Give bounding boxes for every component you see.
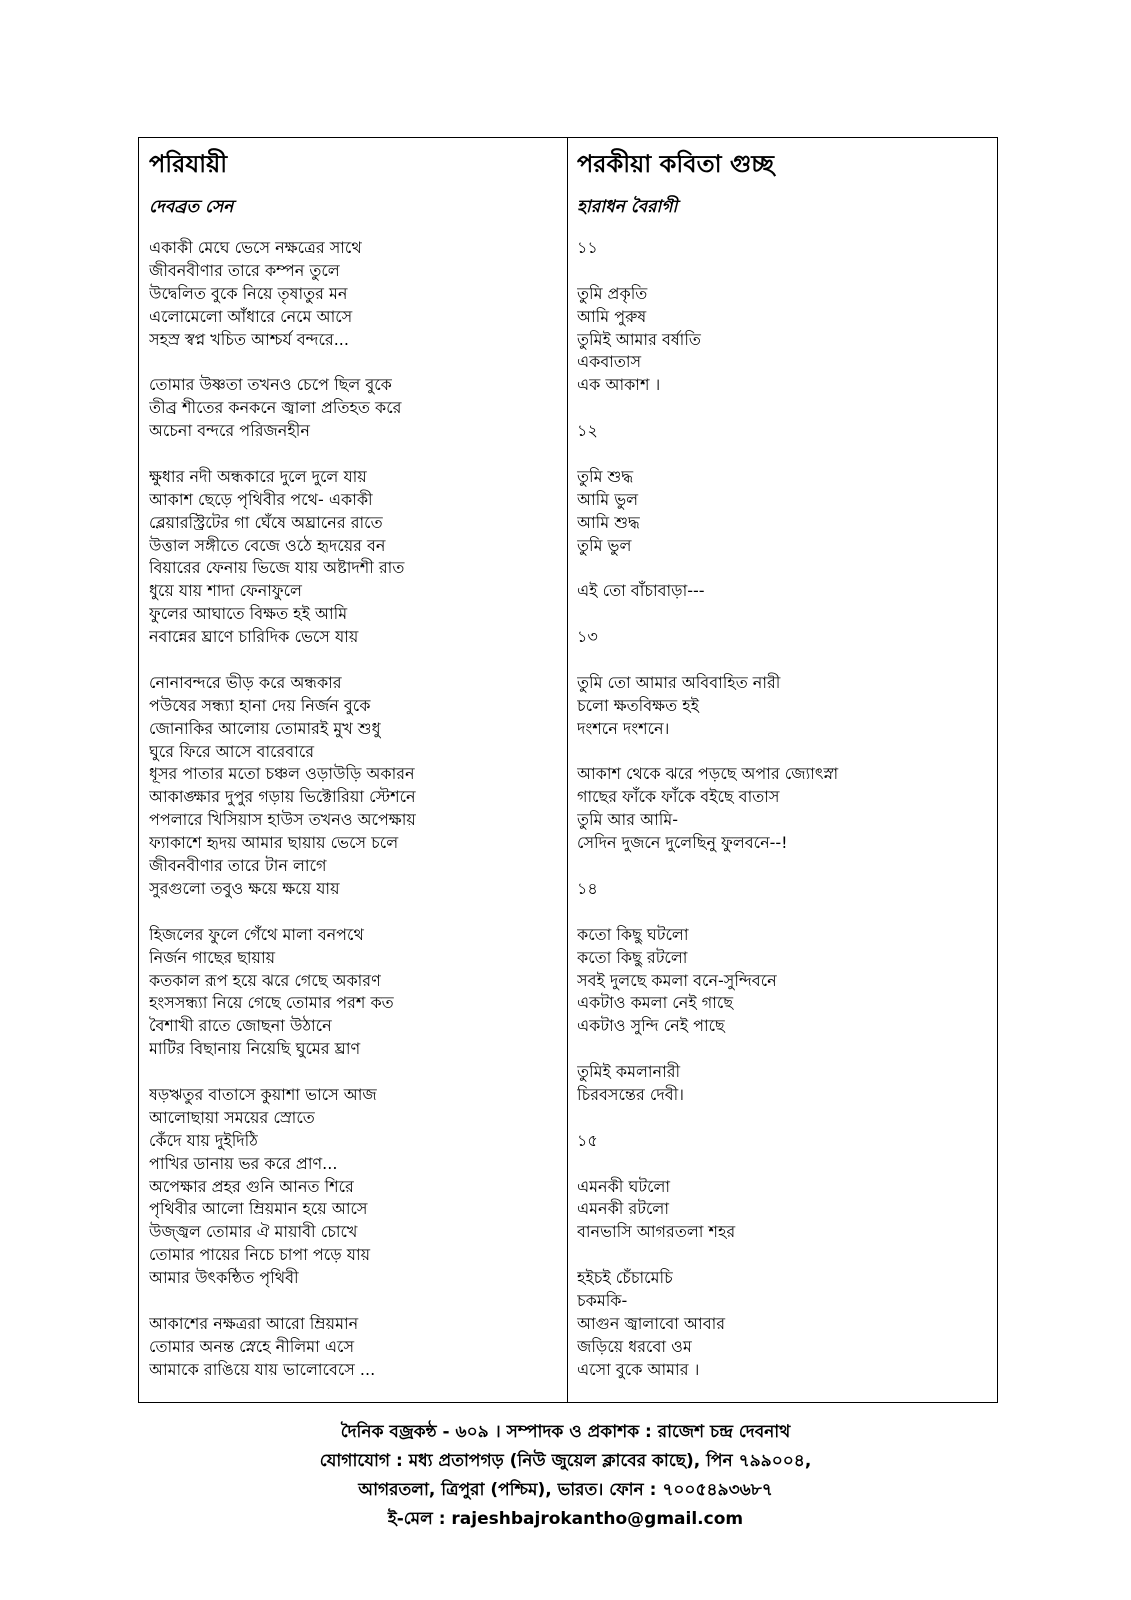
poem-line (577, 397, 987, 420)
poem-line (149, 443, 557, 466)
poem-line: আকাশ থেকে ঝরে পড়ছে অপার জ্যোৎস্না (577, 764, 839, 784)
poem-line (577, 443, 987, 466)
left-column (139, 138, 568, 1402)
right-poem-title: পরকীয়া কবিতা গুচ্ছ (577, 150, 774, 178)
right-column (568, 138, 997, 1402)
poem-line: জীবনবীণার তারে কম্পন তুলে (149, 260, 340, 280)
poem-line: নির্জন গাছের ছায়ায় (149, 947, 276, 967)
poem-line: গাছের ফাঁকে ফাঁকে বইছে বাতাস (577, 787, 780, 807)
poem-line: আমি শুদ্ধ (577, 512, 640, 532)
poem-line: অচেনা বন্দরে পরিজনহীন (149, 421, 310, 441)
poem-line: আমি ভুল (577, 489, 639, 509)
poem-line: ষড়ঋতুর বাতাসে কুয়াশা ভাসে আজ (149, 1084, 377, 1104)
poem-line: নোনাবন্দরে ভীড় করে অন্ধকার (149, 672, 342, 692)
poem-line: হইচই চেঁচামেচি (577, 1268, 673, 1288)
poem-line: একটাও সুন্দি নেই পাছে (577, 1016, 725, 1036)
poem-table (138, 137, 998, 1403)
poem-line: তীব্র শীতের কনকনে জ্বালা প্রতিহত করে (149, 398, 402, 418)
poem-line (577, 260, 987, 283)
poem-line (149, 1061, 557, 1084)
poem-line: ১৫ (577, 1130, 598, 1150)
poem-line: ফ্যাকাশে হৃদয় আমার ছায়ায় ভেসে চলে (149, 833, 399, 853)
poem-line: তুমি প্রকৃতি (577, 283, 648, 303)
poem-line: জোনাকির আলোয় তোমারই মুখ শুধু (149, 718, 381, 738)
poem-line (577, 1153, 987, 1176)
poem-line (149, 649, 557, 672)
poem-line: ক্ষুধার নদী অন্ধকারে দুলে দুলে যায় (149, 466, 367, 486)
poem-line: নবান্নের ঘ্রাণে চারিদিক ভেসে যায় (149, 627, 359, 647)
poem-line: পউষের সন্ধ্যা হানা দেয় নির্জন বুকে (149, 695, 371, 715)
poem-line: কেঁদে যায় দুইদিঠি (149, 1130, 258, 1150)
poem-line (149, 1290, 557, 1313)
poem-line: আমার উৎকন্ঠিত পৃথিবী (149, 1268, 299, 1288)
poem-line: তুমিই কমলানারী (577, 1062, 681, 1082)
poem-line: তুমিই আমার বর্ষাতি (577, 329, 701, 349)
poem-line: ১৩ (577, 627, 598, 647)
poem-line: এলোমেলো আঁধারে নেমে আসে (149, 306, 353, 326)
footer-email-line: ই-মেল : rajeshbajrokantho@gmail.com (387, 1509, 744, 1529)
poem-line: আকাশের নক্ষত্ররা আরো ম্রিয়মান (149, 1313, 359, 1333)
poem-line: এমনকী ঘটলো (577, 1176, 671, 1196)
poem-line: হিজলের ফুলে গেঁথে মালা বনপথে (149, 924, 364, 944)
poem-line (149, 901, 557, 924)
poem-line: বানভাসি আগরতলা শহর (577, 1222, 736, 1242)
poem-line: একবাতাস (577, 352, 642, 372)
poem-line (577, 1107, 987, 1130)
poem-line: তুমি আর আমি- (577, 810, 679, 830)
poem-line: বিয়ারের ফেনায় ভিজে যায় অষ্টাদশী রাত (149, 558, 405, 578)
poem-line: মাটির বিছানায় নিয়েছি ঘুমের ঘ্রাণ (149, 1039, 361, 1059)
poem-line: এই তো বাঁচাবাড়া--- (577, 581, 705, 601)
poem-line: দংশনে দংশনে। (577, 718, 670, 738)
poem-line (577, 855, 987, 878)
poem-line: এক আকাশ । (577, 375, 661, 395)
left-poem-body (149, 237, 557, 1382)
footer-address-line: যোগাযোগ : মধ্য প্রতাপগড় (নিউ জুয়েল ক্লাবের কাছে), পিন ৭৯৯০০৪, (319, 1451, 812, 1471)
poem-line (577, 557, 987, 580)
poem-line: ১২ (577, 421, 598, 441)
poem-line: পৃথিবীর আলো ম্রিয়মান হয়ে আসে (149, 1199, 368, 1219)
poem-line: ঘুরে ফিরে আসে বারেবারে (149, 741, 315, 761)
poem-line: এমনকী রটলো (577, 1199, 669, 1219)
poem-line: আগুন জ্বালাবো আবার (577, 1313, 726, 1333)
right-poem-author: হারাধন বৈরাগী (577, 197, 678, 217)
poem-line: ১৪ (577, 878, 598, 898)
poem-line: আকাশ ছেড়ে পৃথিবীর পথে- একাকী (149, 489, 373, 509)
left-poem-author: দেবব্রত সেন (149, 197, 234, 217)
poem-line: তোমার উষ্ণতা তখনও চেপে ছিল বুকে (149, 375, 392, 395)
poem-line: অপেক্ষার প্রহর গুনি আনত শিরে (149, 1176, 354, 1196)
poem-line: এসো বুকে আমার । (577, 1359, 700, 1379)
poem-line: সেদিন দুজনে দুলেছিনু ফুলবনে--! (577, 833, 788, 853)
left-poem-title: পরিযায়ী (149, 150, 228, 178)
poem-line: ধূসর পাতার মতো চঞ্চল ওড়াউড়ি অকারন (149, 764, 415, 784)
poem-line: হংসসন্ধ্যা নিয়ে গেছে তোমার পরশ কত (149, 993, 394, 1013)
poem-line: ফুলের আঘাতে বিক্ষত হই আমি (149, 604, 348, 624)
poem-line: তুমি তো আমার অবিবাহিত নারী (577, 672, 781, 692)
poem-line: জীবনবীণার তারে টান লাগে (149, 856, 327, 876)
poem-line: সুরগুলো তবুও ক্ষয়ে ক্ষয়ে যায় (149, 878, 340, 898)
poem-line: কতকাল রূপ হয়ে ঝরে গেছে অকারণ (149, 970, 381, 990)
poem-line: উজ্জ্বল তোমার ঐ মায়াবী চোখে (149, 1222, 358, 1242)
poem-line: তোমার পায়ের নিচে চাপা পড়ে যায় (149, 1245, 371, 1265)
poem-line: পাখির ডানায় ভর করে প্রাণ... (149, 1153, 338, 1173)
poem-line: আকাঙ্ক্ষার দুপুর গড়ায় ভিক্টোরিয়া স্টেশনে (149, 787, 416, 807)
footer-location-phone-line: আগরতলা, ত্রিপুরা (পশ্চিম), ভারত। ফোন : ৭০০৫৪৯৩৬৮৭ (358, 1480, 773, 1500)
poem-line (577, 901, 987, 924)
poem-line: পপলারে খিসিয়াস হাউস তখনও অপেক্ষায় (149, 810, 416, 830)
publication-footer (0, 1418, 1131, 1534)
poem-line (577, 1038, 987, 1061)
poem-line: তুমি ভুল (577, 535, 632, 555)
poem-line (149, 351, 557, 374)
poem-line: তুমি শুদ্ধ (577, 466, 634, 486)
poem-line: একাকী মেঘে ভেসে নক্ষত্রের সাথে (149, 238, 362, 257)
poem-line: চলো ক্ষতবিক্ষত হই (577, 695, 699, 715)
poem-line (577, 649, 987, 672)
poem-line: আমাকে রাঙিয়ে যায় ভালোবেসে ... (149, 1359, 376, 1379)
poem-line: ধুয়ে যায় শাদা ফেনাফুলে (149, 581, 302, 601)
poem-line (577, 741, 987, 764)
poem-line (577, 1244, 987, 1267)
poem-line: আলোছায়া সময়ের স্রোতে (149, 1107, 315, 1127)
poem-line: ব্লেয়ারস্ট্রিটের গা ঘেঁষে অঘ্রানের রাতে (149, 512, 383, 532)
poem-line: বৈশাখী রাতে জোছনা উঠানে (149, 1016, 332, 1036)
poem-line: তোমার অনন্ত স্নেহে নীলিমা এসে (149, 1336, 355, 1356)
poem-line: উদ্বেলিত বুকে নিয়ে তৃষাতুর মন (149, 283, 348, 303)
poem-line: জড়িয়ে ধরবো ওম (577, 1336, 692, 1356)
poem-line: একটাও কমলা নেই গাছে (577, 993, 734, 1013)
right-poem-body (577, 237, 987, 1382)
poem-line: চিরবসন্তের দেবী। (577, 1084, 684, 1104)
poem-line: কতো কিছু রটলো (577, 947, 688, 967)
poem-line: সহস্র স্বপ্ন খচিত আশ্চর্য বন্দরে... (149, 329, 349, 349)
footer-publisher-line: দৈনিক বজ্রকন্ঠ - ৬০৯ । সম্পাদক ও প্রকাশক : রাজেশ চন্দ্র দেবনাথ (340, 1422, 791, 1442)
poem-line: কতো কিছু ঘটলো (577, 924, 689, 944)
poem-line: ১১ (577, 238, 598, 257)
poem-line: আমি পুরুষ (577, 306, 647, 326)
poem-line: চকমকি- (577, 1290, 628, 1310)
poem-line: উত্তাল সঙ্গীতে বেজে ওঠে হৃদয়ের বন (149, 535, 386, 555)
poem-line (577, 603, 987, 626)
poem-line: সবই দুলছে কমলা বনে-সুন্দিবনে (577, 970, 777, 990)
